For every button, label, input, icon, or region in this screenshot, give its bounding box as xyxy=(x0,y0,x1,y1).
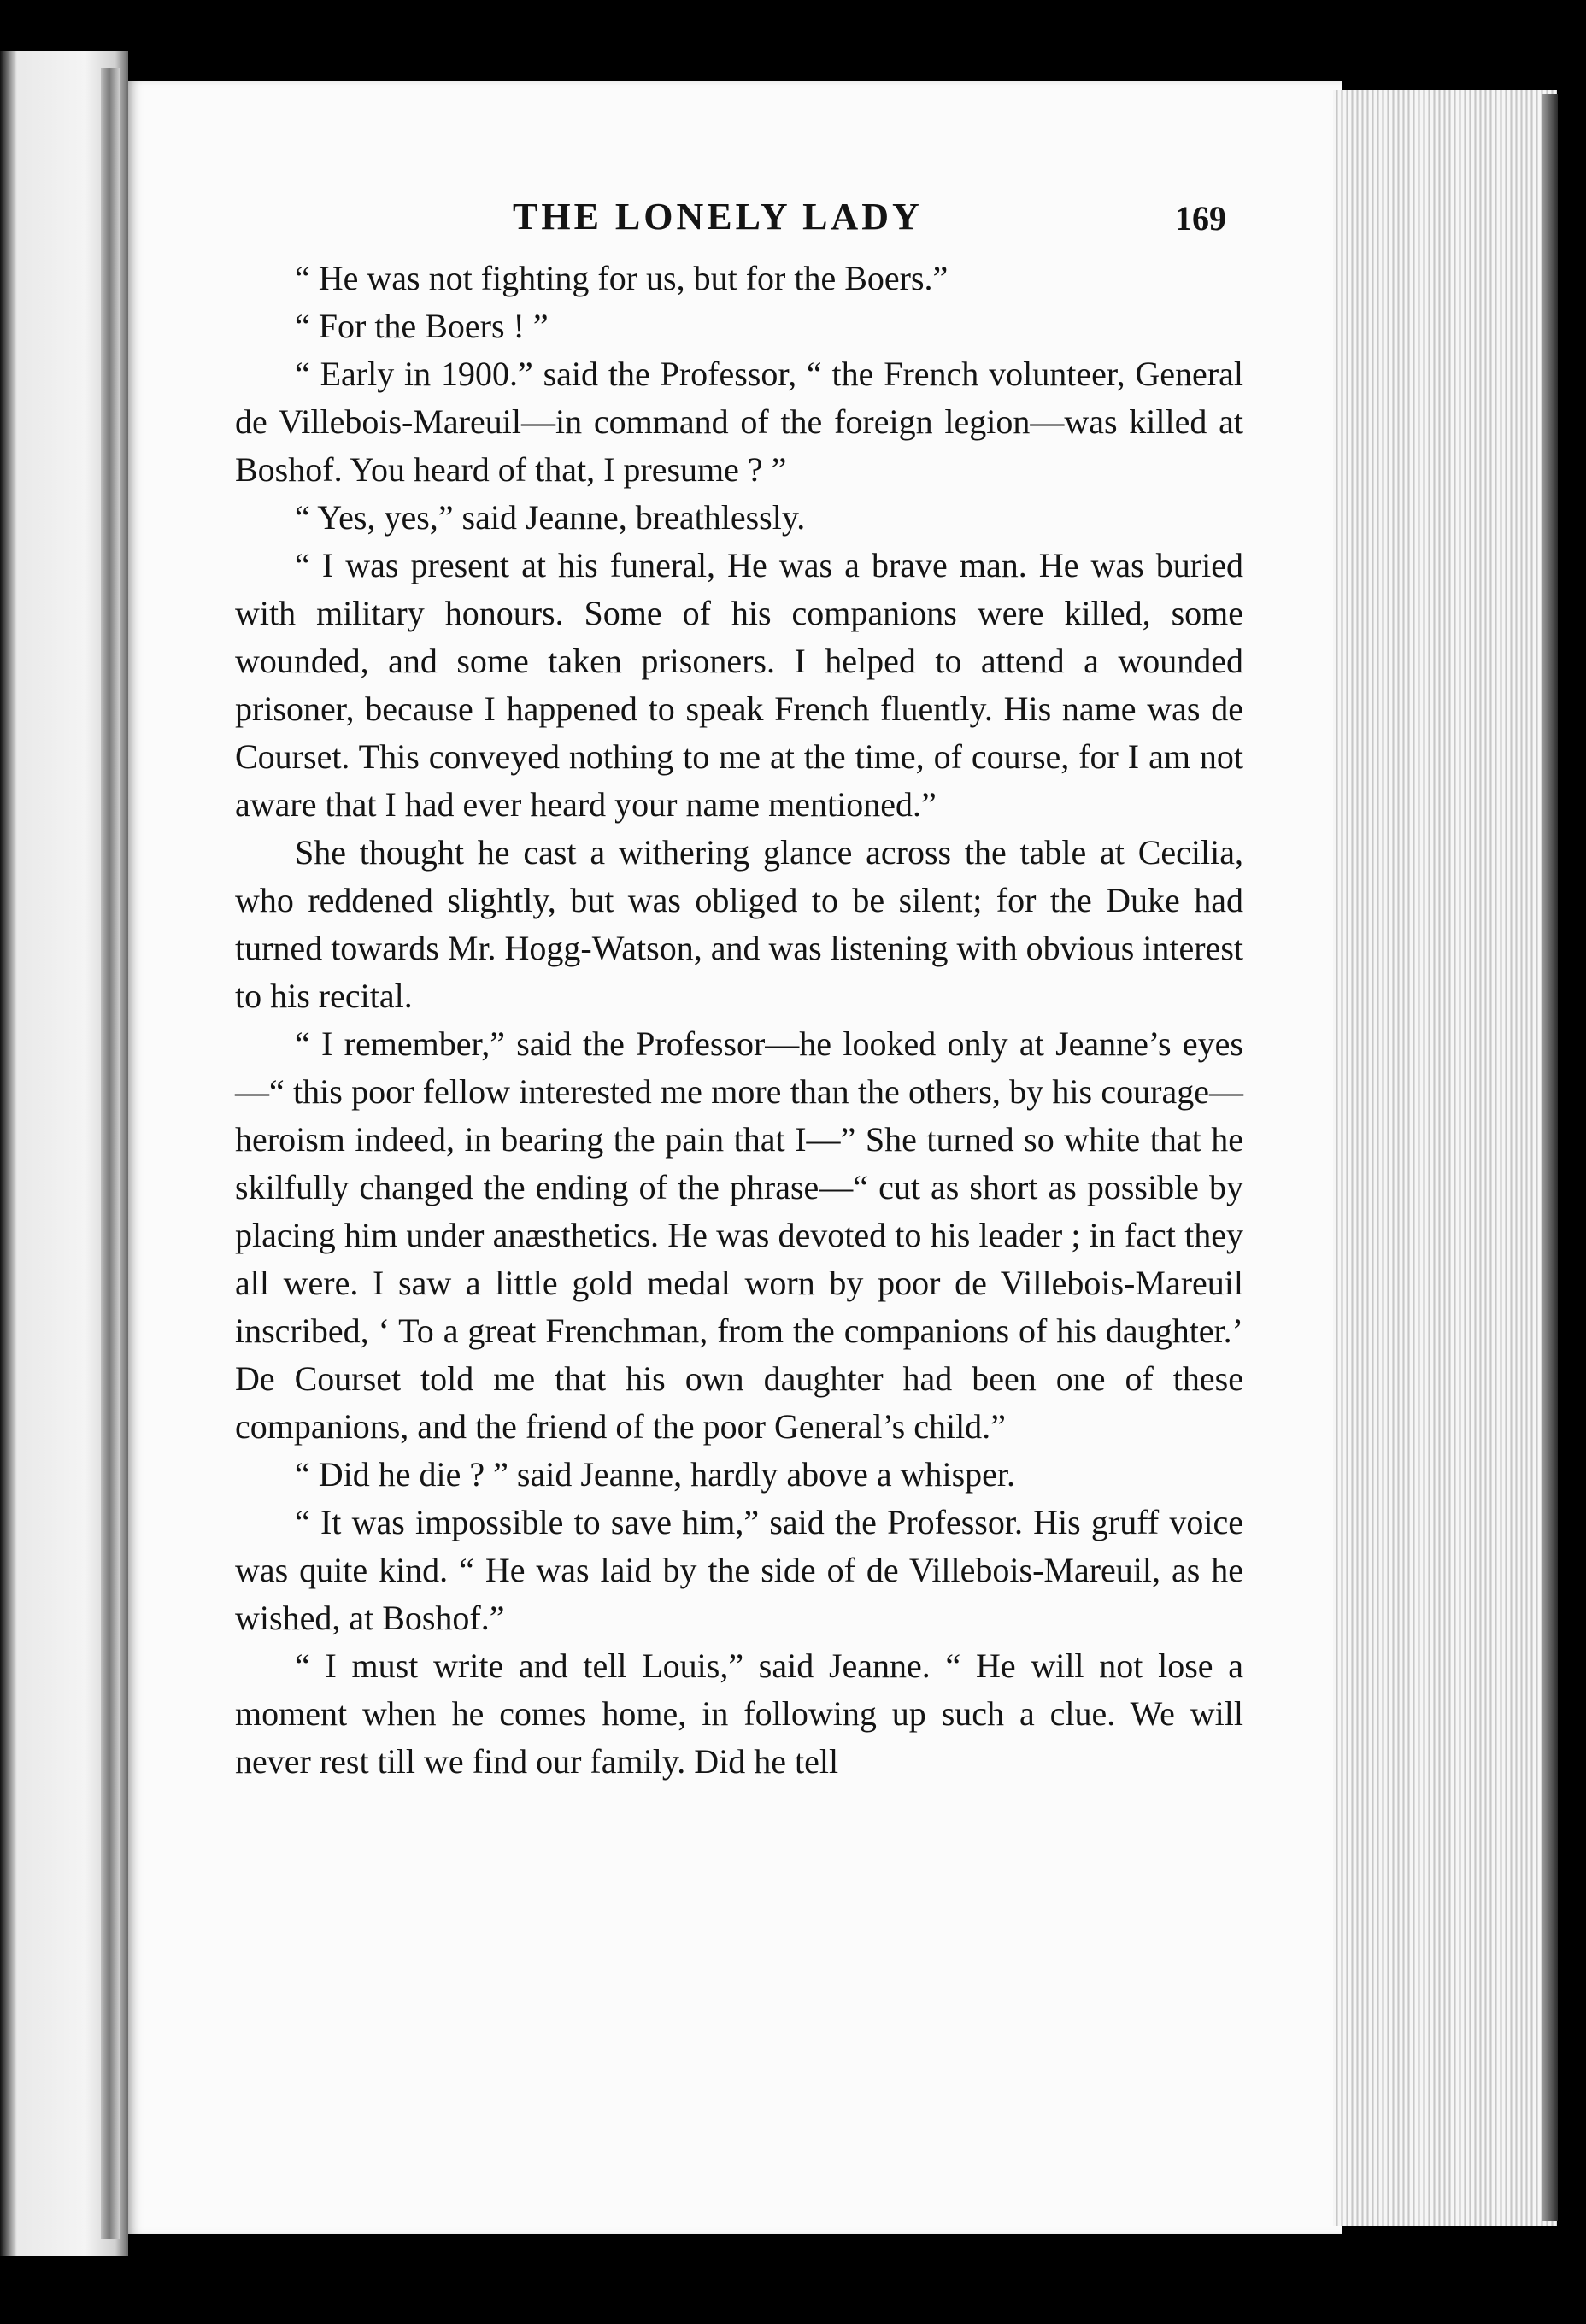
paragraph: “ I was present at his funeral, He was a brave man. He was buried with military honours. Some of his companions were killed, some wounded, and some taken prisoners. I helped to attend a wounded prisoner, because I happened to speak French fluently. His name was de Courset. This conveyed nothing to me at the time, of course, for I am not aware that I had ever heard your name mentioned.” xyxy=(235,546,1243,824)
paragraph: She thought he cast a withering glance across the table at Cecilia, who reddened slightly, but was obliged to be silent; for the Duke had turned towards Mr. Hogg-Watson, and was listening with obvious interest to his recital. xyxy=(235,833,1243,1015)
paragraph: “ Yes, yes,” said Jeanne, breathlessly. xyxy=(295,498,806,537)
paragraph: “ He was not fighting for us, but for the Boers.” xyxy=(295,259,949,297)
running-head xyxy=(235,195,1243,255)
book-gutter xyxy=(101,68,120,2239)
paragraph: “ I remember,” said the Professor—he looked only at Jeanne’s eyes—“ this poor fellow interested me more than the others, by his courage—heroism indeed, in bearing the pain that I—” She turned so white that he skilfully changed the ending of the phrase—“ cut as short as possible by placing him under anæsthetics. He was devoted to his leader ; in fact they all were. I saw a little gold medal worn by poor de Villebois-Mareuil inscribed, ‘ To a great Frenchman, from the companions of his daughter.’ De Courset told me that his own daughter had been one of these companions, and the friend of the poor General’s child.” xyxy=(235,1024,1243,1446)
paragraph: “ Did he die ? ” said Jeanne, hardly above a whisper. xyxy=(295,1455,1016,1494)
paragraph: “ For the Boers ! ” xyxy=(295,307,549,345)
paragraph: “ I must write and tell Louis,” said Jeanne. “ He will not lose a moment when he comes home, in following up such a clue. We will never rest till we find our family. Did he tell xyxy=(235,1646,1243,1781)
page-content xyxy=(235,195,1243,1786)
paragraph: “ Early in 1900.” said the Professor, “ the French volunteer, General de Villebois-Mareuil—in command of the foreign legion—was killed at Boshof. You heard of that, I presume ? ” xyxy=(235,355,1243,489)
page-stack-edge xyxy=(1333,90,1557,2226)
page-number: 169 xyxy=(1175,199,1226,238)
paragraph: “ It was impossible to save him,” said the Professor. His gruff voice was quite kind. “ He was laid by the side of de Villebois-Mareuil, as he wished, at Boshof.” xyxy=(235,1503,1243,1637)
body-text xyxy=(235,255,1243,1786)
running-title: THE LONELY LADY xyxy=(513,196,923,238)
page-stack-shadow xyxy=(1542,94,1558,2221)
